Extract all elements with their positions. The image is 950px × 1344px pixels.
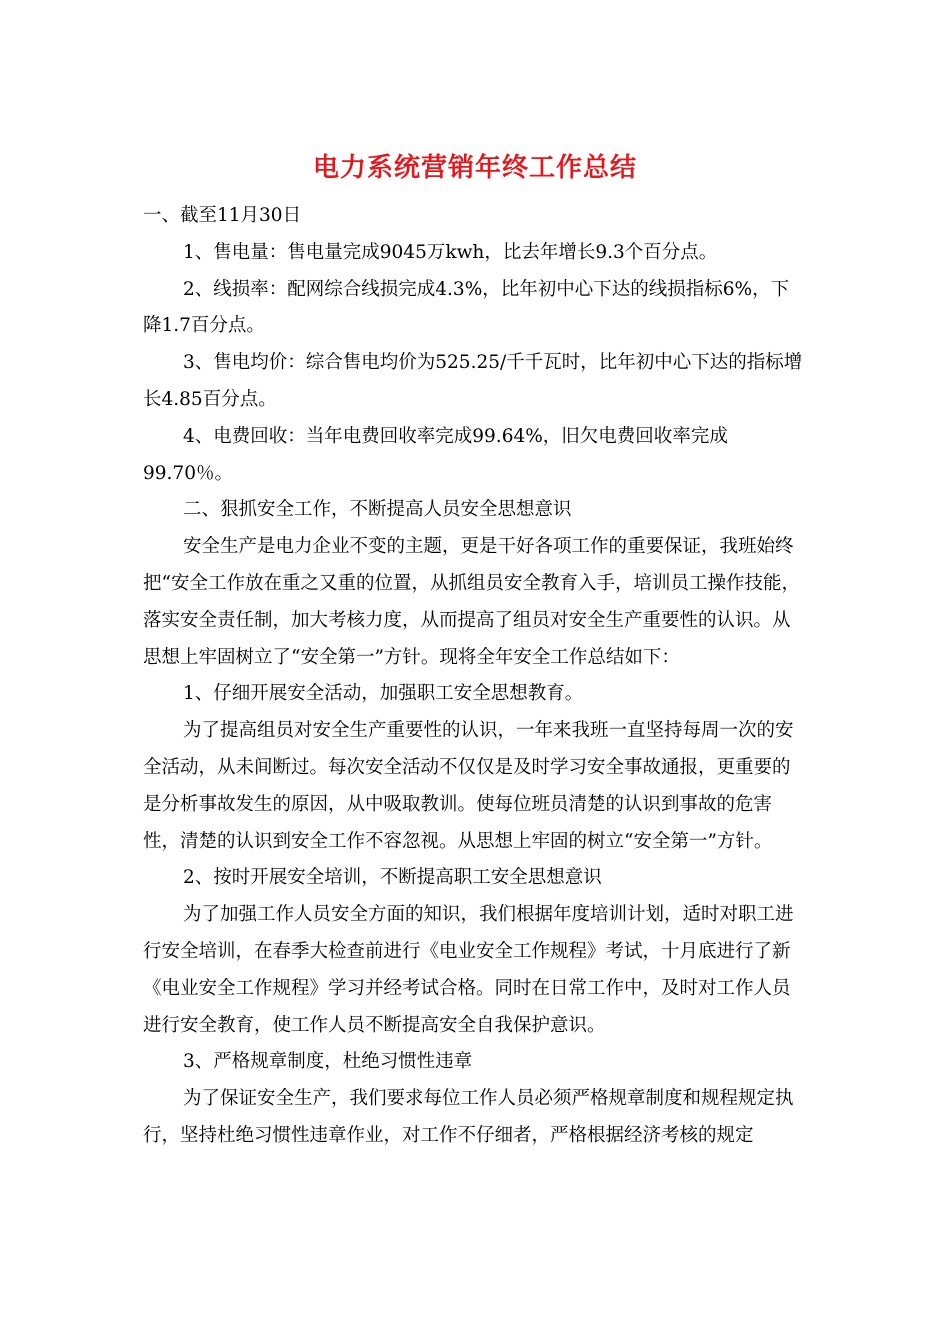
document-title: 电力系统营销年终工作总结 (312, 153, 637, 183)
safety-subheading-2: 2、按时开展安全培训，不断提高职工安全思想意识 (183, 867, 602, 889)
safety-activity-paragraph: 为了提高组员对安全生产重要性的认识，一年来我班一直坚持每周一次的安全活动，从未间断过。每次安全活动不仅仅是及时学习安全事故通报，更重要的是分析事故发生的原因，从中吸取教训。使每位班员清楚的认识到事故的危害性，清楚的认识到安全工作不容忽视。从思想上牢固的树立“安全第一”方针。 (143, 720, 794, 852)
safety-subheading-3: 3、严格规章制度，杜绝习惯性违章 (183, 1051, 473, 1073)
fee-recovery-item: 4、电费回收：当年电费回收率完成99.64%，旧欠电费回收率完成 (183, 425, 728, 447)
document-body (143, 198, 803, 1155)
section-heading-1: 一、截至11月30日 (143, 205, 302, 226)
average-price-item: 3、售电均价：综合售电均价为525.25/千千瓦时，比年初中心下达的指标增长4.85百分点。 (143, 352, 803, 410)
safety-subheading-1: 1、仔细开展安全活动，加强职工安全思想教育。 (183, 683, 584, 705)
sales-volume-item: 1、售电量：售电量完成9045万kwh，比去年增长9.3个百分点。 (183, 241, 718, 263)
section-heading-2: 二、狠抓安全工作，不断提高人员安全思想意识 (183, 499, 572, 521)
fee-recovery-item-continued: 99.70％。 (143, 462, 233, 484)
line-loss-item: 2、线损率：配网综合线损完成4.3%，比年初中心下达的线损指标6%，下降1.7百分点。 (143, 278, 790, 337)
safety-intro-paragraph: 安全生产是电力企业不变的主题，更是干好各项工作的重要保证，我班始终把“安全工作放在重之又重的位置，从抓组员安全教育入手，培训员工操作技能，落实安全责任制，加大考核力度，从而提高了组员对安全生产重要性的认识。从思想上牢固树立了“安全第一”方针。现将全年安全工作总结如下： (143, 536, 800, 668)
rules-paragraph: 为了保证安全生产，我们要求每位工作人员必须严格规章制度和规程规定执行，坚持杜绝习惯性违章作业，对工作不仔细者，严格根据经济考核的规定 (143, 1088, 794, 1146)
safety-training-paragraph: 为了加强工作人员安全方面的知识，我们根据年度培训计划，适时对职工进行安全培训，在春季大检查前进行《电业安全工作规程》考试，十月底进行了新《电业安全工作规程》学习并经考试合格。同时在日常工作中，及时对工作人员进行安全教育，使工作人员不断提高安全自我保护意识。 (143, 904, 794, 1036)
